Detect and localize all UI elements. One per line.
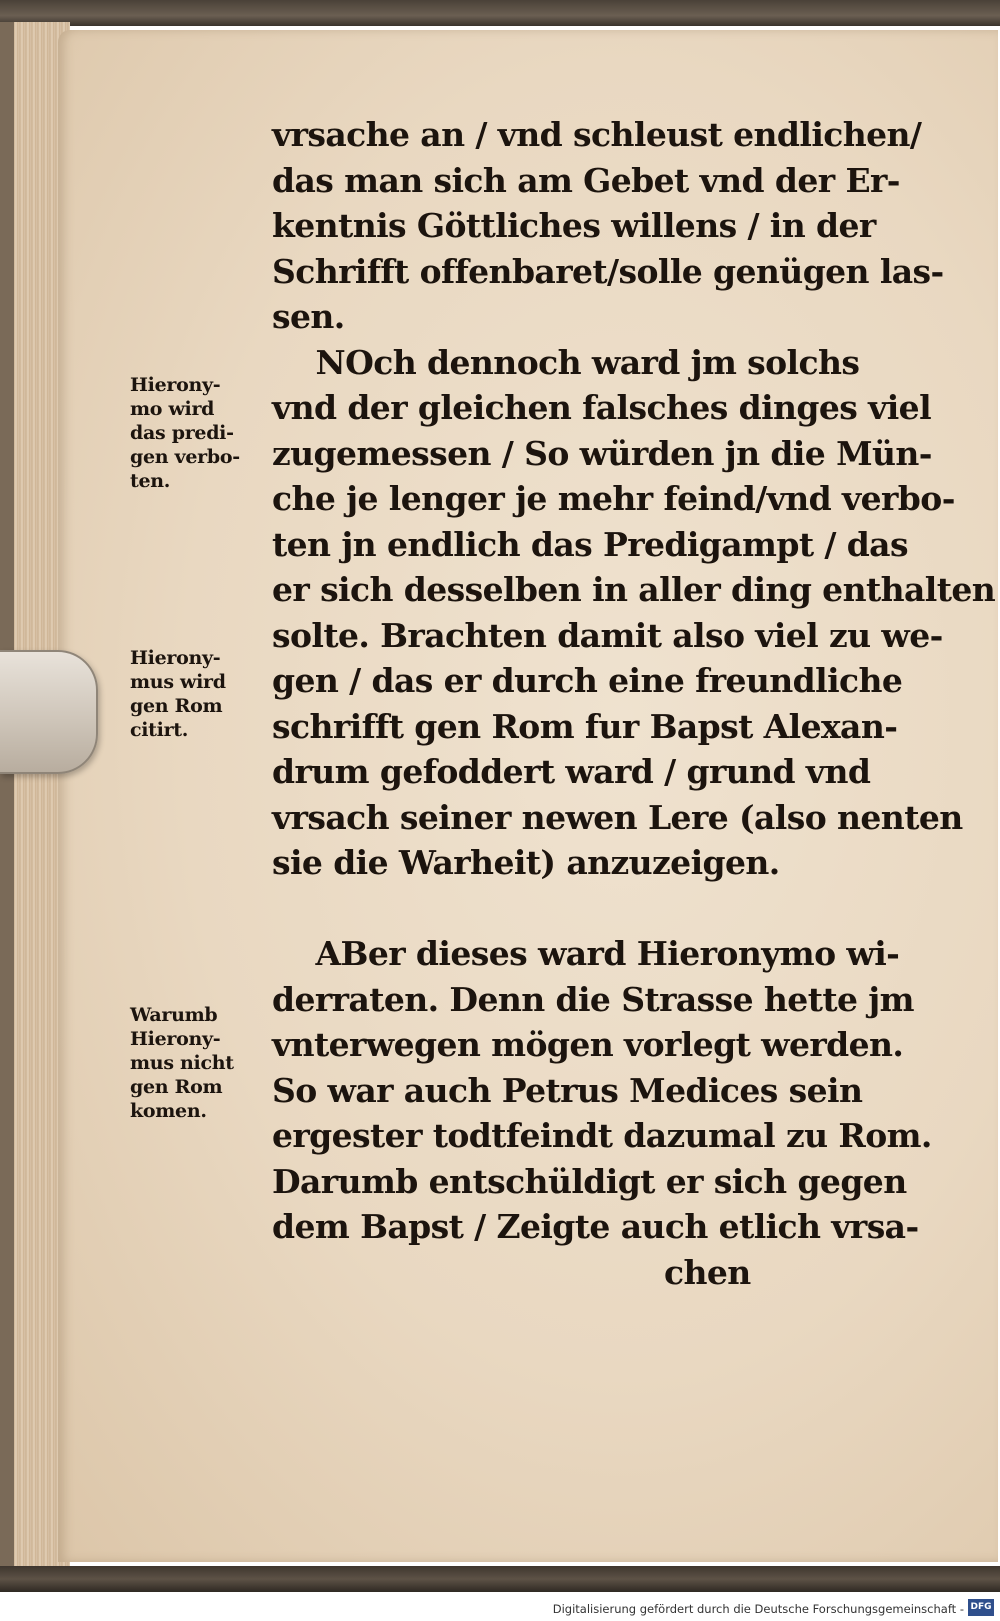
text-line: chen	[272, 1252, 751, 1292]
text-line: NOch dennoch ward jm solchs	[272, 342, 860, 382]
text-line: vrsache an / vnd schleust endlichen/	[272, 115, 922, 154]
text-line: So war auch Petrus Medices sein	[272, 1070, 863, 1110]
text-line: drum gefoddert ward / grund vnd	[272, 752, 871, 791]
page-clip	[0, 650, 98, 774]
text-line: ten jn endlich das Predigampt / das	[272, 524, 908, 564]
text-line: che je lenger je mehr feind/vnd verbo-	[272, 479, 955, 518]
text-line: schrifft gen Rom fur Bapst Alexan-	[272, 706, 898, 746]
margin-note-nicht-gen-rom: Warumb Hierony- mus nicht gen Rom komen.	[130, 1004, 234, 1122]
text-line: dem Bapst / Zeigte auch etlich vrsa-	[272, 1207, 919, 1246]
book-cover-bottom-edge	[0, 1566, 1000, 1592]
margin-note-predigen-verboten: Hierony- mo wird das predi- gen verbo- ten.	[130, 374, 240, 492]
text-line: gen / das er durch eine freundliche	[272, 661, 903, 700]
text-line: kentnis Göttliches willens / in der	[272, 206, 876, 245]
book-cover-top-edge	[0, 0, 1000, 26]
text-line: solte. Brachten damit also viel zu we-	[272, 615, 943, 655]
text-line: vnterwegen mögen vorlegt werden.	[272, 1025, 904, 1064]
main-text-block	[272, 112, 996, 1295]
text-line: vnd der gleichen falsches dinges viel	[272, 388, 932, 427]
text-line: vrsach seiner newen Lere (also nenten	[272, 797, 963, 837]
text-line: sen.	[272, 297, 345, 336]
text-line: zugemessen / So würden jn die Mün-	[272, 433, 932, 473]
text-line: Darumb entschüldigt er sich gegen	[272, 1161, 907, 1201]
margin-note-gen-rom-citirt: Hierony- mus wird gen Rom citirt.	[130, 647, 226, 741]
text-line: er sich desselben in aller ding enthalten	[272, 570, 996, 609]
text-line: ABer dieses ward Hieronymo wi-	[272, 934, 900, 973]
book-spine-strip	[0, 22, 14, 1570]
text-line: Schrifft offenbaret/solle genügen las-	[272, 251, 944, 291]
text-line: derraten. Denn die Strasse hette jm	[272, 979, 914, 1019]
text-line: sie die Warheit) anzuzeigen.	[272, 843, 780, 882]
text-line: ergester todtfeindt dazumal zu Rom.	[272, 1116, 932, 1155]
dfg-logo-icon: DFG	[968, 1599, 994, 1616]
text-line: das man sich am Gebet vnd der Er-	[272, 160, 900, 200]
footer-credit: Digitalisierung gefördert durch die Deutsche Forschungsgemeinschaft -	[552, 1602, 964, 1616]
